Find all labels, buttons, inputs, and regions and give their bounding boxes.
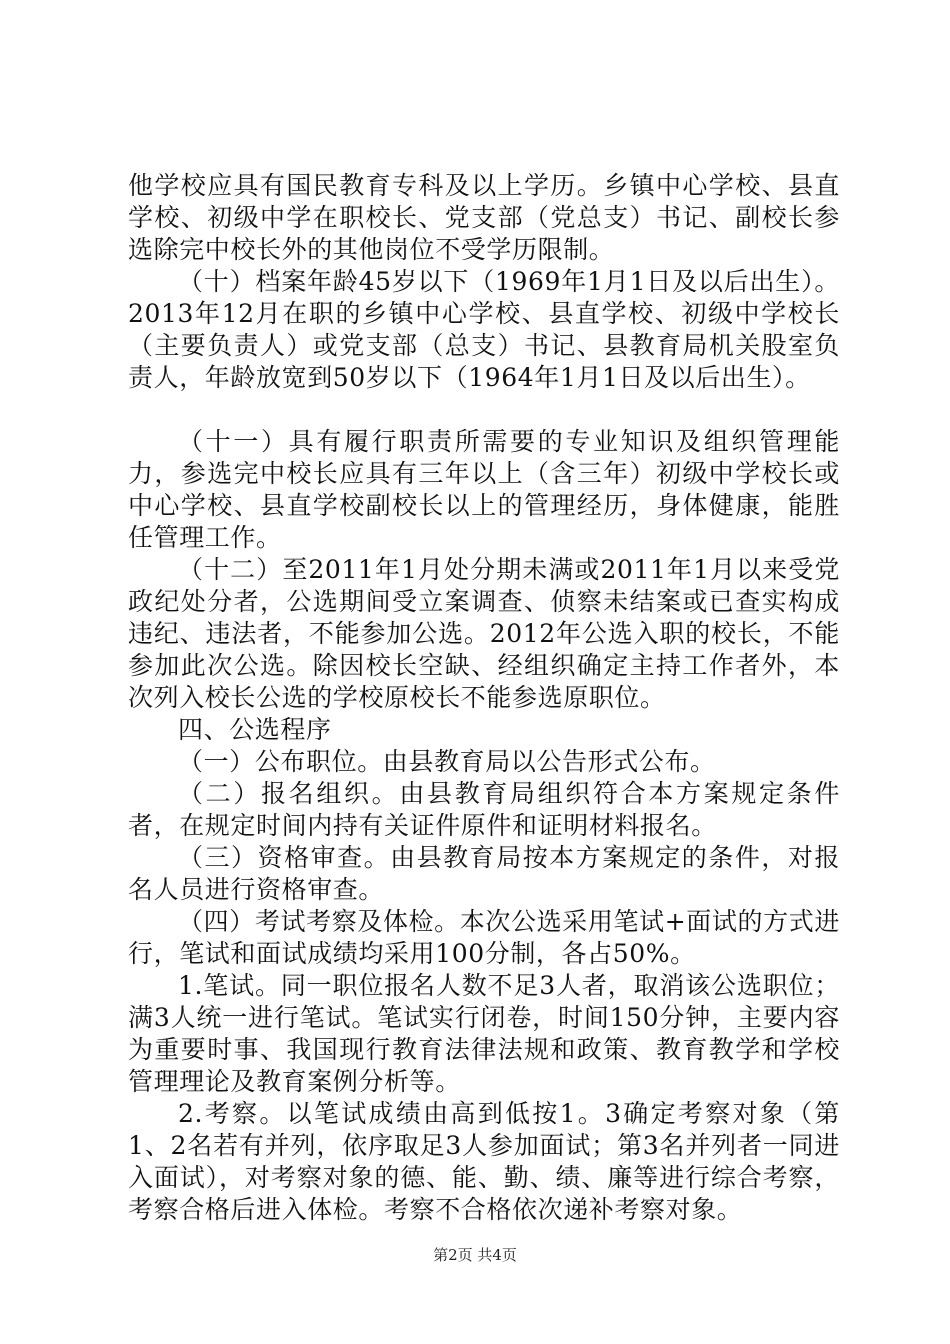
paragraph-education-requirement: 他学校应具有国民教育专科及以上学历。乡镇中心学校、县直学校、初级中学在职校长、党支部（党总支）书记、副校长参选除完中校长外的其他岗位不受学历限制。: [128, 171, 840, 264]
paragraph-assessment: 2.考察。以笔试成绩由高到低按1。3确定考察对象（第1、2名若有并列，依序取足3人参加面试；第3名并列者一同进入面试），对考察对象的德、能、勤、绩、廉等进行综合考察，考察合格后进入体检。考察不合格依次递补考察对象。: [128, 1099, 840, 1224]
paragraph-ability-requirement: （十一）具有履行职责所需要的专业知识及组织管理能力，参选完中校长应具有三年以上（含三年）初级中学校长或中心学校、县直学校副校长以上的管理经历，身体健康，能胜任管理工作。: [128, 427, 840, 552]
paragraph-written-exam: 1.笔试。同一职位报名人数不足3人者，取消该公选职位；满3人统一进行笔试。笔试实行闭卷，时间150分钟，主要内容为重要时事、我国现行教育法律法规和政策、教育教学和学校管理理论及教育案例分析等。: [128, 971, 840, 1096]
paragraph-exam-and-inspection: （四）考试考察及体检。本次公选采用笔试+面试的方式进行，笔试和面试成绩均采用100分制，各占50%。: [128, 907, 840, 968]
section-heading-selection-procedure: 四、公选程序: [178, 715, 332, 744]
document-body: [128, 170, 840, 1226]
paragraph-disciplinary-restriction: （十二）至2011年1月处分期未满或2011年1月以来受党政纪处分者，公选期间受立案调查、侦察未结案或已查实构成违纪、违法者，不能参加公选。2012年公选入职的校长，不能参加此次公选。除因校长空缺、经组织确定主持工作者外，本次列入校长公选的学校原校长不能参选原职位。: [128, 555, 840, 712]
paragraph-publish-positions: （一）公布职位。由县教育局以公告形式公布。: [178, 747, 716, 776]
paragraph-qualification-review: （三）资格审查。由县教育局按本方案规定的条件，对报名人员进行资格审查。: [128, 843, 840, 904]
paragraph-registration: （二）报名组织。由县教育局组织符合本方案规定条件者，在规定时间内持有关证件原件和证明材料报名。: [128, 779, 840, 840]
paragraph-age-requirement: （十）档案年龄45岁以下（1969年1月1日及以后出生）。2013年12月在职的乡镇中心学校、县直学校、初级中学校长（主要负责人）或党支部（总支）书记、县教育局机关股室负责人，年龄放宽到50岁以下（1964年1月1日及以后出生）。: [128, 267, 840, 392]
page-number-footer: 第2页 共4页: [433, 1246, 517, 1264]
